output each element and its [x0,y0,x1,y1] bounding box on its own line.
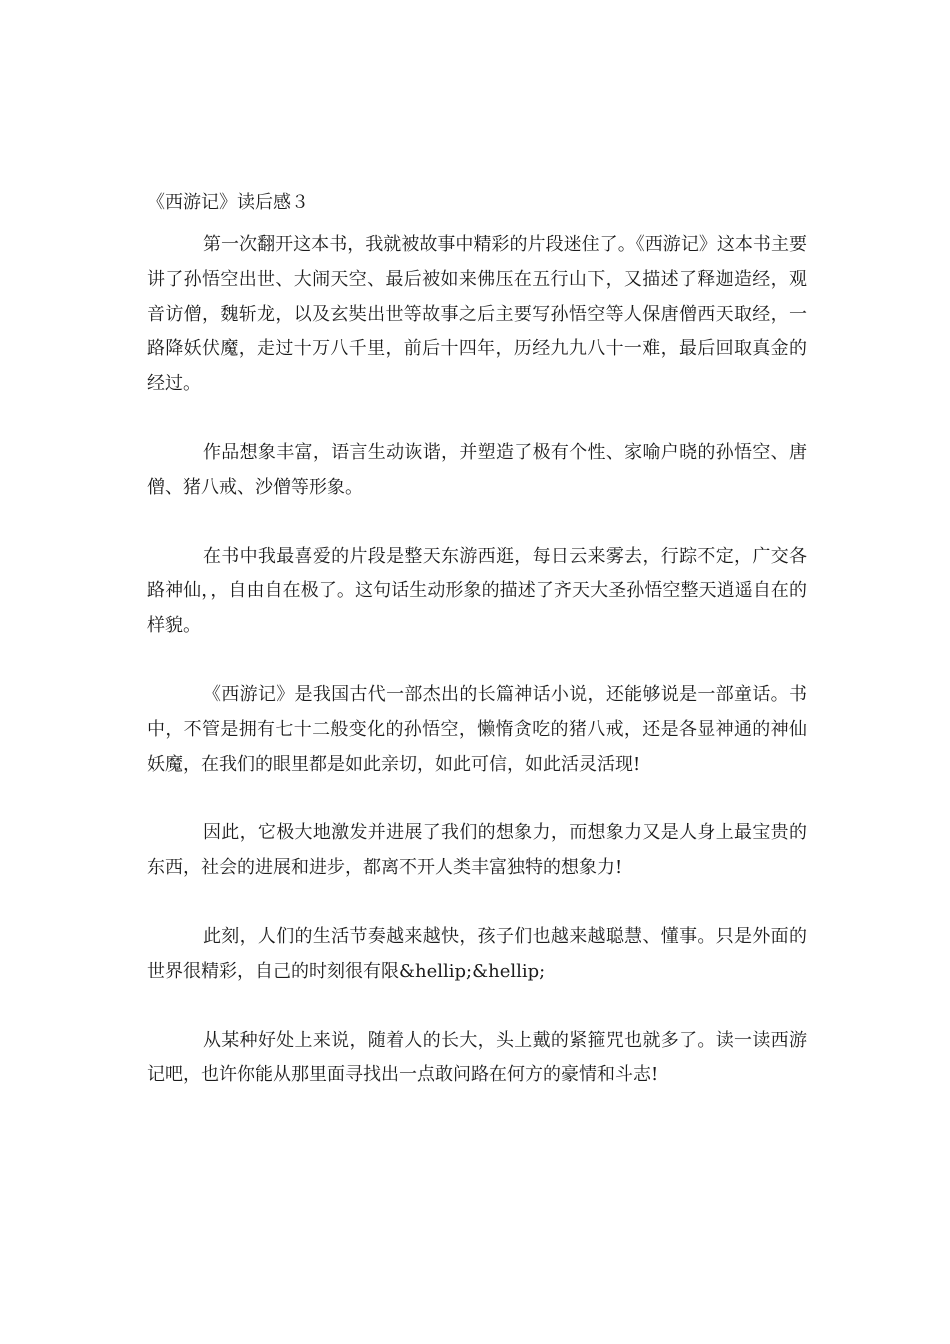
paragraph-5: 因此，它极大地激发并进展了我们的想象力，而想象力又是人身上最宝贵的东西，社会的进展和进步，都离不开人类丰富独特的想象力! [147,822,807,879]
paragraph-1: 第一次翻开这本书，我就被故事中精彩的片段迷住了。《西游记》这本书主要讲了孙悟空出世、大闹天空、最后被如来佛压在五行山下，又描述了释迦造经，观音访僧，魏斩龙，以及玄奘出世等故事之后主要写孙悟空等人保唐僧西天取经，一路降妖伏魔，走过十万八千里，前后十四年，历经九九八十一难，最后回取真金的经过。 [147,234,807,395]
document-title: 《西游记》读后感３ [147,192,309,213]
paragraph-6: 此刻，人们的生活节奏越来越快，孩子们也越来越聪慧、懂事。只是外面的世界很精彩，自己的时刻很有限&hellip;&hellip; [147,925,807,982]
paragraph-4: 《西游记》是我国古代一部杰出的长篇神话小说，还能够说是一部童话。书中，不管是拥有七十二般变化的孙悟空，懒惰贪吃的猪八戒，还是各显神通的神仙妖魔，在我们的眼里都是如此亲切，如此可信，如此活灵活现! [147,683,807,775]
paragraph-3: 在书中我最喜爱的片段是整天东游西逛，每日云来雾去，行踪不定，广交各路神仙，，自由自在极了。这句话生动形象的描述了齐天大圣孙悟空整天逍遥自在的样貌。 [147,545,807,637]
paragraph-2: 作品想象丰富，语言生动诙谐，并塑造了极有个性、家喻户晓的孙悟空、唐僧、猪八戒、沙僧等形象。 [147,441,807,498]
document-body [147,228,807,1127]
paragraph-7: 从某种好处上来说，随着人的长大，头上戴的紧箍咒也就多了。读一读西游记吧，也许你能从那里面寻找出一点敢问路在何方的豪情和斗志! [147,1029,807,1086]
